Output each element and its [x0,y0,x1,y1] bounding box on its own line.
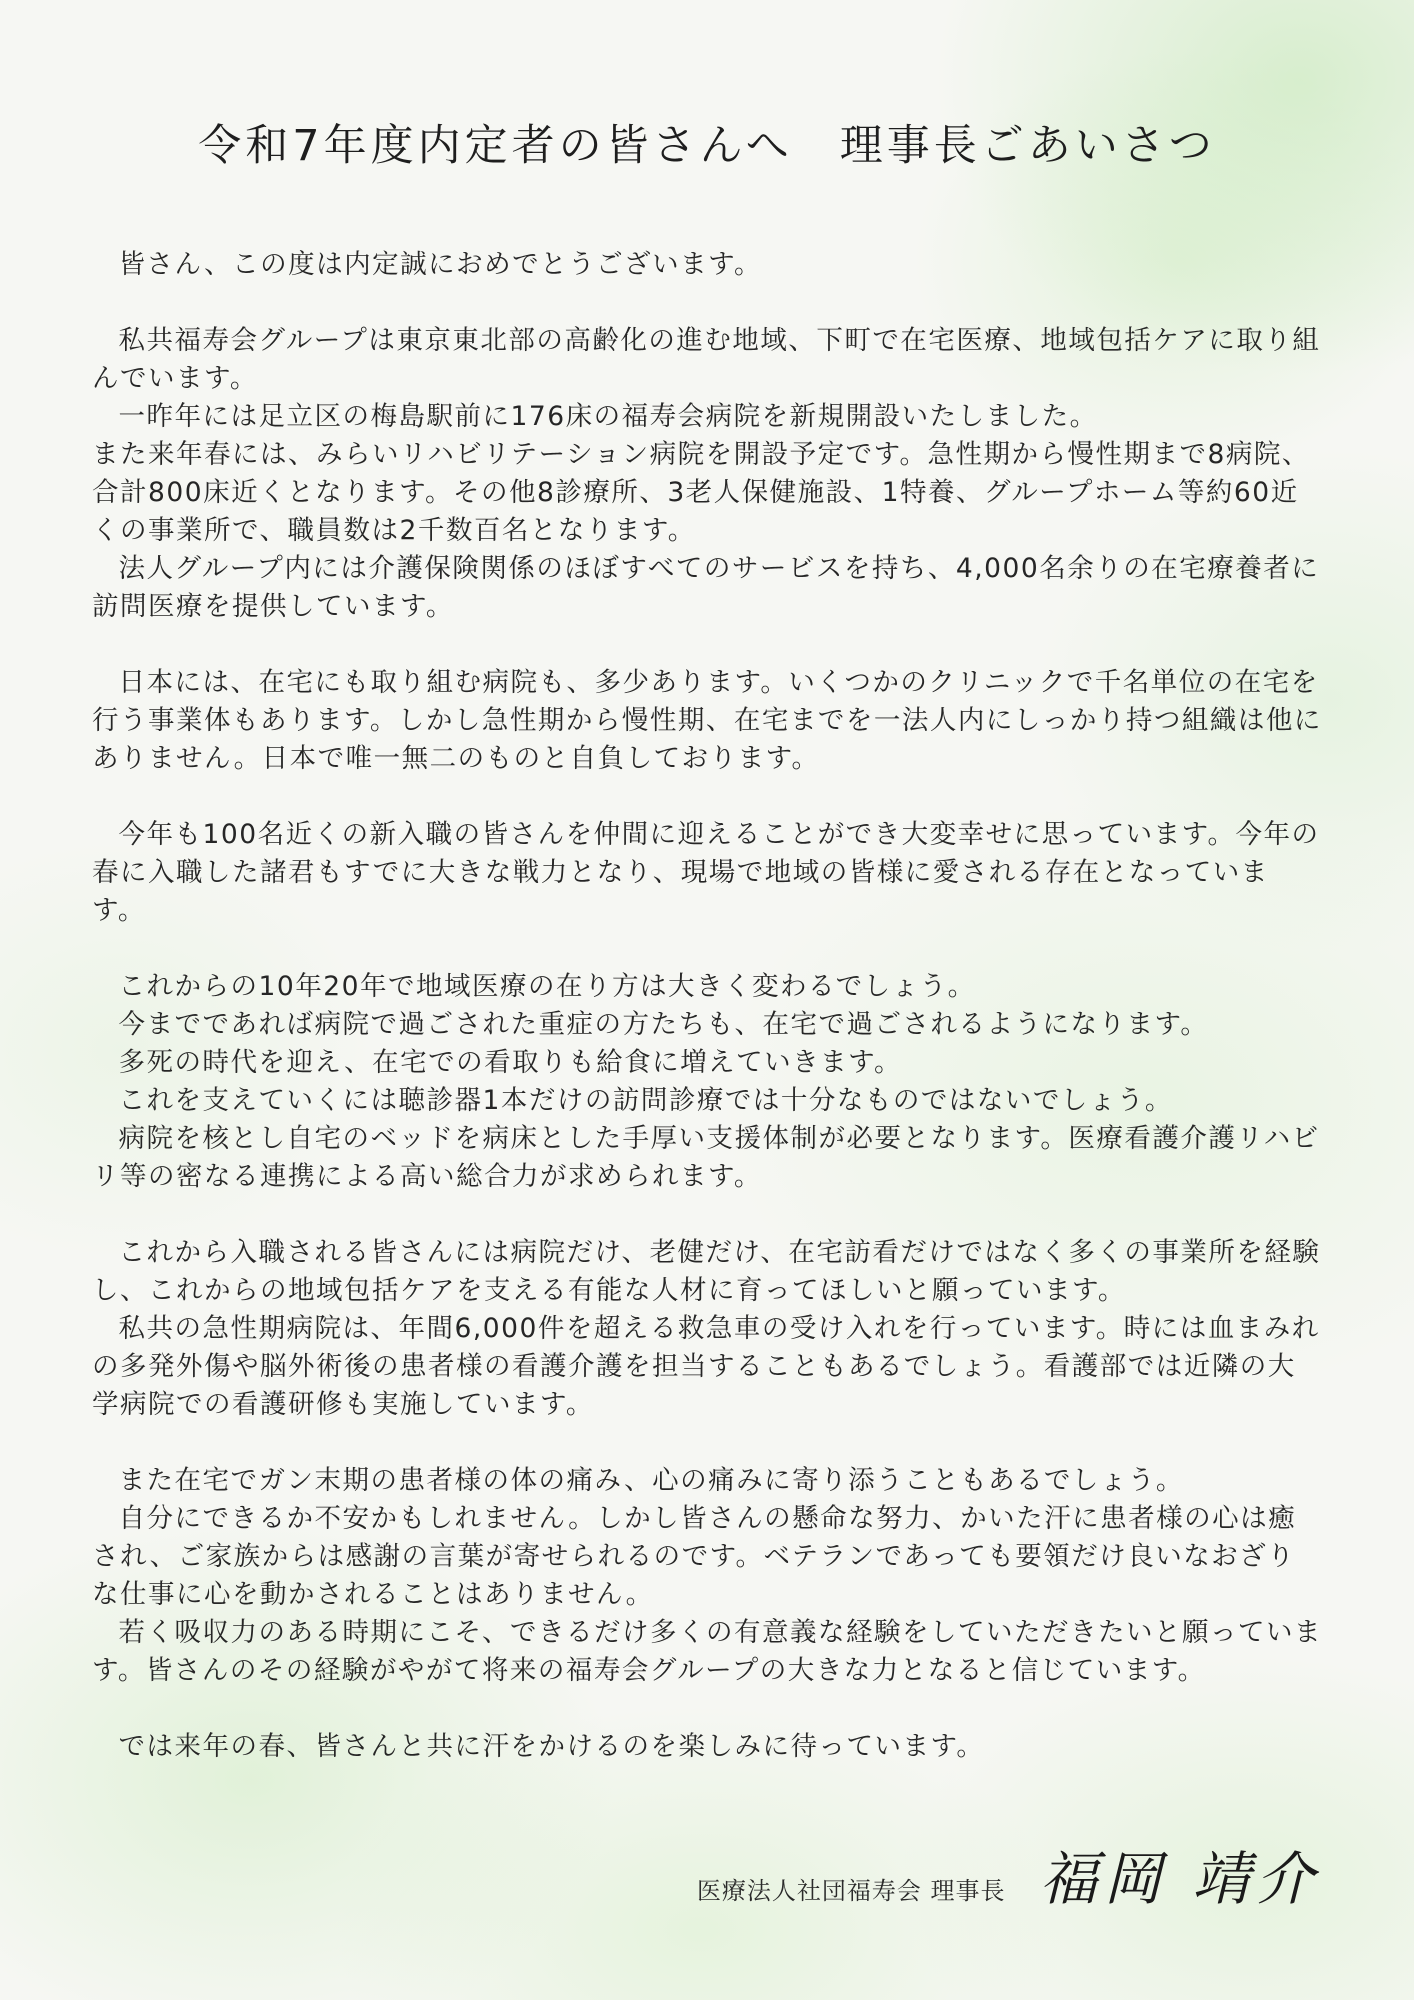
letter-title: 令和7年度内定者の皆さんへ 理事長ごあいさつ [198,121,1216,171]
letter-body [92,246,1322,1766]
body-paragraph: 法人グループ内には介護保険関係のほぼすべてのサービスを持ち、4,000名余りの在宅療養者に訪問医療を提供しています。 [92,553,1320,622]
signature-organization: 医療法人社団福寿会 理事長 [696,1877,1006,1905]
body-paragraph: これからの10年20年で地域医療の在り方は大きく変わるでしょう。 [118,971,976,1002]
paragraph-gap [92,930,1322,968]
body-paragraph: これから入職される皆さんには病院だけ、老健だけ、在宅訪看だけではなく多くの事業所を経験し、これからの地域包括ケアを支える有能な人材に育ってほしいと願っています。 [92,1237,1321,1306]
paragraph-gap [92,626,1322,664]
body-paragraph: また在宅でガン末期の患者様の体の痛み、心の痛みに寄り添うこともあるでしょう。 [118,1465,1184,1496]
body-paragraph: 皆さん、この度は内定誠におめでとうございます。 [118,249,762,280]
signature-block [697,1832,1320,1916]
body-paragraph: 今までであれば病院で過ごされた重症の方たちも、在宅で過ごされるようになります。 [118,1009,1209,1040]
body-paragraph: 一昨年には足立区の梅島駅前に176床の福寿会病院を新規開設いたしました。 [118,401,1098,432]
body-paragraph: 多死の時代を迎え、在宅での看取りも給食に増えていきます。 [118,1047,902,1078]
body-paragraph: 若く吸収力のある時期にこそ、できるだけ多くの有意義な経験をしていただきたいと願っています。皆さんのその経験がやがて将来の福寿会グループの大きな力となると信じています。 [92,1617,1322,1686]
paragraph-gap [92,778,1322,816]
body-paragraph: 病院を核とし自宅のベッドを病床とした手厚い支援体制が必要となります。医療看護介護リハビリ等の密なる連携による高い総合力が求められます。 [92,1123,1320,1192]
paragraph-gap [92,1196,1322,1234]
signature-name: 福岡 靖介 [1039,1845,1320,1913]
paragraph-gap [92,1690,1322,1728]
paragraph-gap [92,1424,1322,1462]
body-paragraph: 私共の急性期病院は、年間6,000件を超える救急車の受け入れを行っています。時には血まみれの多発外傷や脳外術後の患者様の看護介護を担当することもあるでしょう。看護部では近隣の大学病院での看護研修も実施しています。 [92,1313,1320,1420]
body-paragraph: では来年の春、皆さんと共に汗をかけるのを楽しみに待っています。 [118,1731,985,1762]
body-paragraph: 自分にできるか不安かもしれません。しかし皆さんの懸命な努力、かいた汗に患者様の心は癒され、ご家族からは感謝の言葉が寄せられるのです。ベテランであっても要領だけ良いなおざりな仕事に心を動かされることはありません。 [92,1503,1297,1610]
body-paragraph: 私共福寿会グループは東京東北部の高齢化の進む地域、下町で在宅医療、地域包括ケアに取り組んでいます。 [92,325,1321,394]
body-paragraph: また来年春には、みらいリハビリテーション病院を開設予定です。急性期から慢性期まで8病院、合計800床近くとなります。その他8診療所、3老人保健施設、1特養、グループホーム等約60近くの事業所で、職員数は2千数百名となります。 [92,439,1310,546]
body-paragraph: 今年も100名近くの新入職の皆さんを仲間に迎えることができ大変幸せに思っています。今年の春に入職した諸君もすでに大きな戦力となり、現場で地域の皆様に愛される存在となっています。 [92,819,1320,926]
body-paragraph: これを支えていくには聴診器1本だけの訪問診療では十分なものではないでしょう。 [118,1085,1173,1116]
paragraph-gap [92,284,1322,322]
body-paragraph: 日本には、在宅にも取り組む病院も、多少あります。いくつかのクリニックで千名単位の在宅を行う事業体もあります。しかし急性期から慢性期、在宅までを一法人内にしっかり持つ組織は他にありません。日本で唯一無二のものと自負しております。 [92,667,1322,774]
